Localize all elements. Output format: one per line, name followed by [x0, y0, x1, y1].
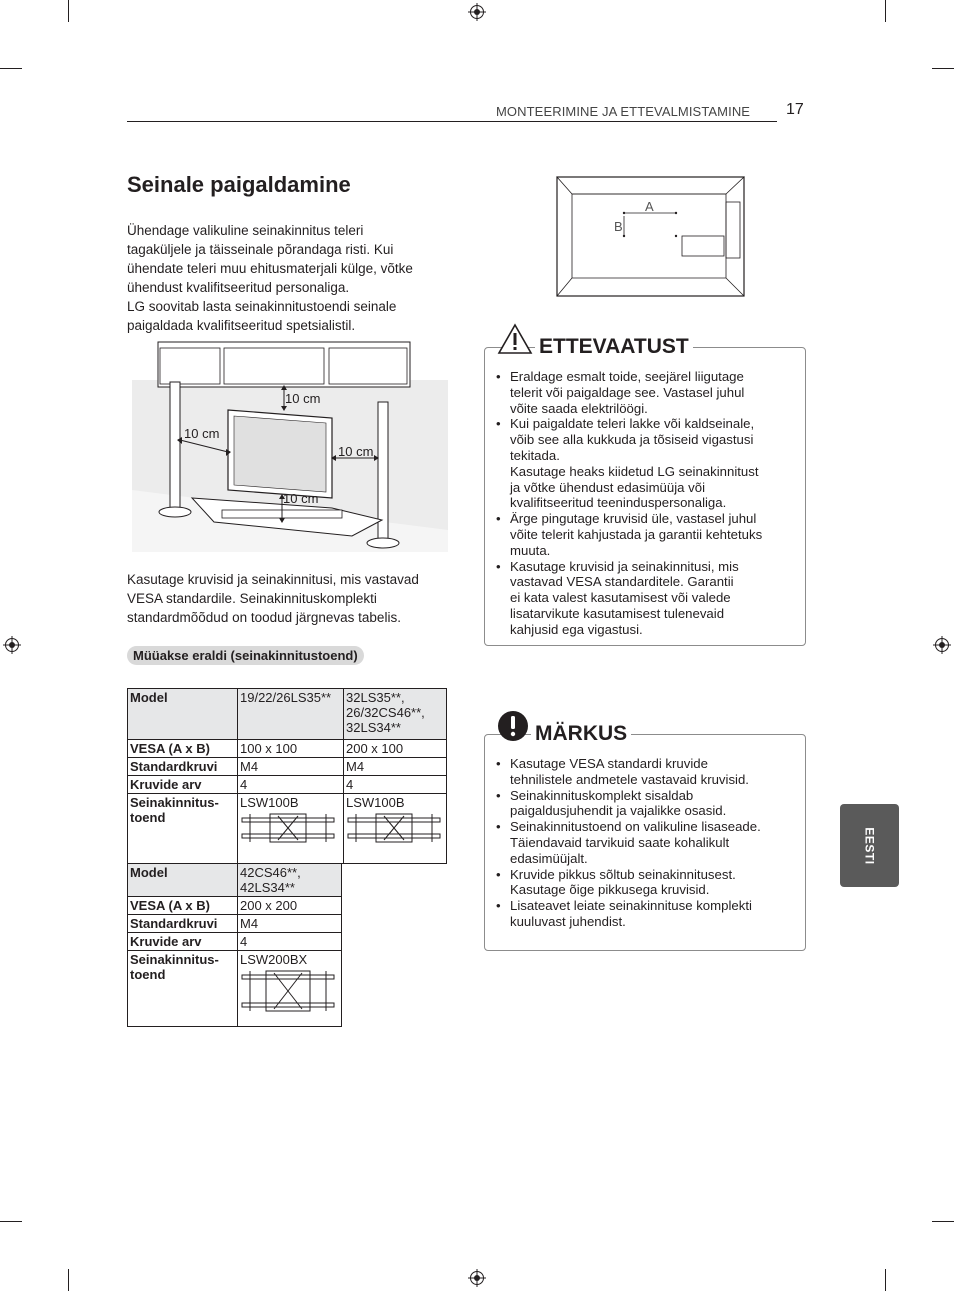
table-label: Standardkruvi — [128, 915, 238, 933]
caution-item: • Kui paigaldate teleri lakke või kaldseinale, võib see alla kukkuda ja tõsiseid vigastusi tekitada. Kasutage heaks kiidetud LG seinakinnitust ja võtke ühendust edasimüüja või kvalifitseeritud teeninduspersonaliga. — [496, 416, 796, 511]
table-label: Seinakinnitus- toend — [128, 951, 238, 1027]
crop-mark — [68, 1269, 69, 1291]
vesa-dimension-b-label: B — [614, 219, 623, 234]
vesa-dimension-a-label: A — [645, 199, 654, 214]
caution-item: • Ärge pingutage kruvisid üle, vastasel juhul võite telerit kahjustada ja garantii kehtetuks muuta. — [496, 511, 796, 558]
table-cell: 200 x 200 — [238, 897, 342, 915]
vesa-paragraph — [127, 570, 447, 627]
table-cell: M4 — [344, 758, 447, 776]
table-label: VESA (A x B) — [128, 897, 238, 915]
running-header: MONTEERIMINE JA ETTEVALMISTAMINE — [496, 104, 751, 119]
caution-item: • Kasutage kruvisid ja seinakinnitusi, mis vastavad VESA standarditele. Garantii ei kata valest kasutamisest või valede lisatarvikute kasutamisest tulenevaid kahjusid ega vigastusi. — [496, 559, 796, 638]
table-cell: 32LS35**, 26/32CS46**, 32LS34** — [344, 689, 447, 740]
table-cell: M4 — [238, 758, 344, 776]
bracket-model: LSW200BX — [240, 952, 308, 967]
clearance-label-bottom: 10 cm — [283, 491, 319, 506]
intro-line: ühendate teleri muu ehitusmaterjali külge, võtke — [127, 261, 413, 276]
page-number: 17 — [786, 101, 804, 118]
table-cell: 200 x 100 — [344, 740, 447, 758]
registration-mark-icon — [933, 636, 951, 654]
bracket-model: LSW100B — [240, 795, 299, 810]
crop-mark — [932, 68, 954, 69]
table-cell: 19/22/26LS35** — [238, 689, 344, 740]
intro-line: Ühendage valikuline seinakinnitus teleri — [127, 223, 364, 238]
table-label: Seinakinnitus- toend — [128, 794, 238, 864]
crop-mark — [0, 68, 22, 69]
table-cell: 42CS46**, 42LS34** — [238, 864, 342, 897]
wall-bracket-icon — [346, 812, 442, 846]
caution-item: • Eraldage esmalt toide, seejärel liigutage telerit või paigaldage see. Vastasel juhul võite saada elektrilöögi. — [496, 369, 796, 416]
crop-mark — [885, 1269, 886, 1291]
caution-list — [496, 369, 796, 638]
table-label: Kruvide arv — [128, 776, 238, 794]
wall-bracket-icon — [240, 969, 336, 1013]
exclamation-icon — [497, 710, 529, 742]
note-title: MÄRKUS — [531, 722, 631, 746]
warning-triangle-icon — [497, 323, 533, 355]
clearance-label-right: 10 cm — [338, 444, 374, 459]
table-label: VESA (A x B) — [128, 740, 238, 758]
note-item: • Kasutage VESA standardi kruvide tehnilistele andmetele vastavaid kruvisid. — [496, 756, 796, 788]
note-item: • Kruvide pikkus sõltub seinakinnitusest. Kasutage õige pikkusega kruvisid. — [496, 867, 796, 899]
vesa-line: VESA standardile. Seinakinnituskomplekti — [127, 591, 377, 606]
registration-mark-icon — [468, 1269, 486, 1287]
clearance-label-top: 10 cm — [285, 391, 321, 406]
caution-title: ETTEVAATUST — [535, 335, 693, 359]
table-cell: 4 — [238, 776, 344, 794]
table-label: Model — [128, 864, 238, 897]
note-list — [496, 756, 796, 930]
crop-mark — [0, 1221, 22, 1222]
registration-mark-icon — [3, 636, 21, 654]
note-item: • Seinakinnitustoend on valikuline lisaseade. Täiendavaid tarvikuid saate kohalikult edasimüüjalt. — [496, 819, 796, 866]
bracket-model: LSW100B — [346, 795, 405, 810]
sold-separately-badge: Müüakse eraldi (seinakinnitustoend) — [127, 646, 364, 665]
table-cell: 4 — [344, 776, 447, 794]
page-title: Seinale paigaldamine — [127, 172, 351, 197]
crop-mark — [932, 1221, 954, 1222]
clearance-label-left: 10 cm — [184, 426, 220, 441]
tv-rear-vesa-illustration — [556, 176, 746, 298]
intro-line: paigaldada kvalifitseeritud spetsialistil. — [127, 318, 356, 333]
note-item: • Seinakinnituskomplekt sisaldab paigaldusjuhendit ja vajalikke osasid. — [496, 788, 796, 820]
table-label: Standardkruvi — [128, 758, 238, 776]
table-cell — [238, 951, 342, 1027]
table-cell — [238, 794, 344, 864]
note-item: • Lisateavet leiate seinakinnituse komplekti kuuluvast juhendist. — [496, 898, 796, 930]
spec-table-2 — [127, 863, 342, 1027]
intro-line: ühendust kvalifitseeritud personaliga. — [127, 280, 350, 295]
intro-line: tagaküljele ja täisseinale põrandaga risti. Kui — [127, 242, 394, 257]
wall-bracket-icon — [240, 812, 336, 846]
registration-mark-icon — [468, 3, 486, 21]
wall-mount-clearance-illustration — [132, 340, 448, 552]
table-cell: M4 — [238, 915, 342, 933]
vesa-line: standardmõõdud on toodud järgnevas tabelis. — [127, 610, 401, 625]
language-side-tab-label: EESTI — [862, 826, 877, 865]
table-cell — [344, 794, 447, 864]
table-cell: 4 — [238, 933, 342, 951]
vesa-line: Kasutage kruvisid ja seinakinnitusi, mis vastavad — [127, 572, 419, 587]
spec-table-1 — [127, 688, 447, 864]
table-label: Kruvide arv — [128, 933, 238, 951]
table-label: Model — [128, 689, 238, 740]
intro-line: LG soovitab lasta seinakinnitustoendi seinale — [127, 299, 397, 314]
intro-paragraph — [127, 221, 447, 335]
table-cell: 100 x 100 — [238, 740, 344, 758]
language-side-tab — [840, 804, 899, 887]
crop-mark — [68, 0, 69, 22]
header-rule — [127, 121, 777, 122]
crop-mark — [885, 0, 886, 22]
